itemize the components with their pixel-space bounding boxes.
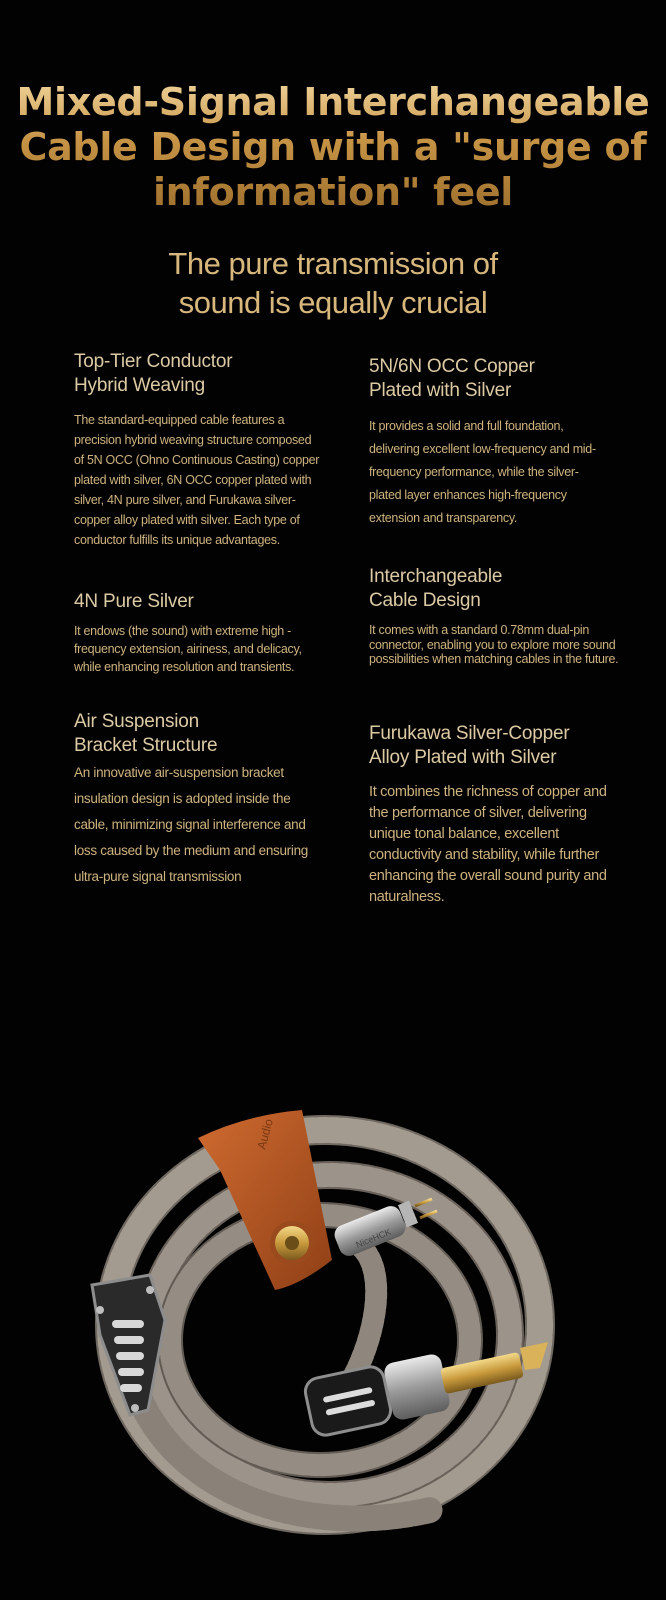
feature-interchangeable: [369, 565, 619, 667]
product-cable-image: [70, 1110, 590, 1560]
feature-title-line: Alloy Plated with Silver: [369, 747, 557, 768]
hero-subtitle-line: The pure transmission of: [168, 246, 498, 281]
feature-title-line: Cable Design: [369, 590, 481, 611]
feature-furukawa-alloy: [369, 722, 619, 908]
feature-title-line: 4N Pure Silver: [74, 591, 194, 612]
feature-occ-copper: [369, 355, 599, 530]
strap-brand-text: Audio: [254, 1117, 276, 1151]
feature-body: An innovative air-suspension bracket insulation design is adopted inside the cable, minimizing signal interference and loss caused by the medium and ensuring ultra-pure signal transmission: [74, 765, 308, 884]
feature-hybrid-weaving: [74, 350, 324, 550]
feature-title-line: 5N/6N OCC Copper: [369, 356, 535, 377]
hero-title: [0, 80, 666, 215]
feature-title-line: Plated with Silver: [369, 380, 512, 401]
feature-title: [74, 590, 324, 614]
feature-title: [369, 565, 619, 613]
feature-title: [369, 722, 619, 770]
feature-title: [369, 355, 599, 403]
feature-title-line: Air Suspension: [74, 711, 199, 732]
feature-body: It combines the richness of copper and the performance of silver, delivering unique tonal balance, excellent conductivity and stability, while further enhancing the overall sound purity and naturalness.: [369, 784, 607, 905]
feature-body: It endows (the sound) with extreme high -frequency extension, airiness, and delicacy, while enhancing resolution and transients.: [74, 624, 302, 674]
feature-pure-silver: [74, 590, 324, 676]
cable-coil: [110, 1130, 540, 1520]
feature-title-line: Furukawa Silver-Copper: [369, 723, 570, 744]
feature-title: [74, 350, 324, 398]
feature-air-suspension: [74, 710, 324, 890]
feature-body: It comes with a standard 0.78mm dual-pin connector, enabling you to explore more sound possibilities when matching cables in the future.: [369, 623, 619, 666]
connector-brand-text: NiceHCK: [354, 1226, 393, 1250]
feature-title-line: Bracket Structure: [74, 735, 218, 756]
feature-body: It provides a solid and full foundation, delivering excellent low-frequency and mid-frequency performance, while the silver-plated layer enhances high-frequency extension and transparency.: [369, 419, 596, 525]
feature-title-line: Top-Tier Conductor: [74, 351, 233, 372]
feature-title-line: Hybrid Weaving: [74, 375, 205, 396]
hero-subtitle-line: sound is equally crucial: [178, 285, 488, 320]
feature-body: The standard-equipped cable features a precision hybrid weaving structure composed of 5N OCC (Ohno Continuous Casting) copper plated with silver, 6N OCC copper plated with silver, 4N pure silver, and Furukawa silver-copper alloy plated with silver. Each type of conductor fulfills its unique advantages.: [74, 413, 320, 547]
hero-title-line: information" feel: [152, 170, 514, 214]
hero-subtitle: [0, 244, 666, 322]
hero-title-line: Cable Design with a "surge of: [19, 125, 647, 169]
feature-title-line: Interchangeable: [369, 566, 503, 587]
hero-title-line: Mixed-Signal Interchangeable: [16, 80, 650, 124]
feature-title: [74, 710, 324, 758]
